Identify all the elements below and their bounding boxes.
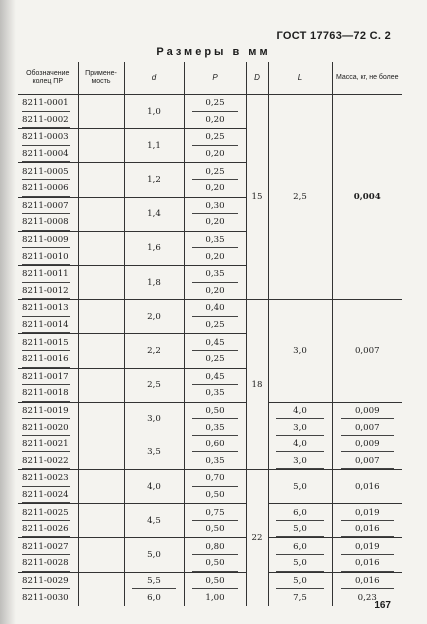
p-cell: 0,25 (184, 351, 246, 368)
L-cell: 5,0 (268, 572, 332, 589)
application-cell (78, 197, 124, 231)
standard-header: ГОСТ 17763—72 С. 2 (276, 30, 391, 42)
mass-cell: 0,016 (332, 470, 402, 504)
designation-cell: 8211-0028 (18, 555, 78, 572)
mass-cell: 0,23 (332, 589, 402, 606)
table-row (18, 402, 402, 419)
p-cell: 0,20 (184, 112, 246, 129)
p-cell: 0,50 (184, 487, 246, 504)
p-cell: 0,20 (184, 180, 246, 197)
d-cell: 5,5 (124, 572, 184, 589)
L-cell: 6,0 (268, 538, 332, 555)
designation-cell: 8211-0030 (22, 592, 69, 603)
d-cell: 2,0 (124, 300, 184, 334)
p-cell: 0,20 (184, 146, 246, 163)
application-cell (78, 538, 124, 572)
designation-cell: 8211-0016 (18, 351, 78, 368)
p-cell: 0,50 (184, 572, 246, 589)
D-cell: 18 (246, 300, 268, 470)
col-L: L (268, 62, 332, 95)
p-cell: 0,35 (184, 452, 246, 469)
p-cell: 0,45 (184, 334, 246, 351)
p-cell: 0,75 (184, 504, 246, 521)
application-cell (78, 504, 124, 538)
designation-cell: 8211-0029 (18, 572, 78, 589)
L-cell: 3,0 (268, 419, 332, 436)
designation-cell: 8211-0013 (18, 300, 78, 317)
designation-cell: 8211-0027 (18, 538, 78, 555)
table-row (18, 572, 402, 589)
designation-cell: 8211-0012 (18, 283, 78, 300)
col-designation: Обозначение колец ПР (18, 62, 78, 95)
table-row (18, 521, 402, 538)
D-cell: 15 (246, 95, 268, 300)
designation-cell: 8211-0020 (18, 419, 78, 436)
d-cell: 5,0 (124, 538, 184, 572)
p-cell: 0,25 (184, 129, 246, 146)
p-cell: 1,00 (184, 589, 246, 606)
table-row (18, 419, 402, 436)
application-cell (78, 163, 124, 197)
designation-cell: 8211-0024 (18, 487, 78, 504)
application-cell (78, 572, 124, 589)
p-cell: 0,25 (184, 317, 246, 334)
table-row (18, 589, 402, 606)
d-cell: 6,0 (124, 589, 184, 606)
table-row (18, 555, 402, 572)
table-row (18, 300, 402, 317)
p-cell: 0,35 (184, 419, 246, 436)
p-cell: 0,35 (184, 231, 246, 248)
designation-cell: 8211-0021 (18, 436, 78, 453)
mass-cell: 0,019 (332, 504, 402, 521)
table-row (18, 436, 402, 453)
scan-edge-shadow (0, 0, 16, 624)
designation-cell: 8211-0015 (18, 334, 78, 351)
mass-cell: 0,004 (332, 95, 402, 300)
designation-cell: 8211-0018 (18, 385, 78, 402)
p-cell: 0,30 (184, 197, 246, 214)
designation-cell: 8211-0022 (18, 452, 78, 469)
designation-cell: 8211-0001 (18, 95, 78, 112)
application-cell (78, 300, 124, 334)
application-cell (78, 470, 124, 504)
application-cell (78, 436, 124, 470)
p-cell: 0,60 (184, 436, 246, 453)
D-cell: 22 (246, 470, 268, 606)
p-cell: 0,70 (184, 470, 246, 487)
designation-cell: 8211-0017 (18, 368, 78, 385)
col-p: P (184, 62, 246, 95)
p-cell: 0,20 (184, 283, 246, 300)
table-row (18, 538, 402, 555)
table-row (18, 504, 402, 521)
application-cell (78, 129, 124, 163)
p-cell: 0,35 (184, 265, 246, 282)
d-cell: 1,6 (124, 231, 184, 265)
table-row (18, 470, 402, 487)
designation-cell: 8211-0014 (18, 317, 78, 334)
designation-cell: 8211-0008 (18, 214, 78, 231)
mass-cell: 0,016 (332, 572, 402, 589)
application-cell (78, 368, 124, 402)
application-cell (78, 402, 124, 436)
designation-cell: 8211-0003 (18, 129, 78, 146)
designation-cell: 8211-0011 (18, 265, 78, 282)
mass-cell: 0,009 (332, 402, 402, 419)
mass-cell: 0,007 (332, 419, 402, 436)
p-cell: 0,25 (184, 163, 246, 180)
designation-cell: 8211-0005 (18, 163, 78, 180)
p-cell: 0,20 (184, 214, 246, 231)
mass-cell: 0,007 (332, 452, 402, 469)
designation-cell: 8211-0010 (18, 248, 78, 265)
col-application: Примене-мость (78, 62, 124, 95)
L-cell: 6,0 (268, 504, 332, 521)
application-cell (78, 95, 124, 129)
application-cell (78, 334, 124, 368)
designation-cell: 8211-0002 (18, 112, 78, 129)
table-row (18, 95, 402, 112)
p-cell: 0,50 (184, 555, 246, 572)
table-header-row (18, 62, 402, 95)
table-row (18, 452, 402, 469)
p-cell: 0,45 (184, 368, 246, 385)
L-cell: 7,5 (268, 589, 332, 606)
d-cell: 1,1 (124, 129, 184, 163)
L-cell: 3,0 (268, 300, 332, 403)
L-cell: 5,0 (268, 470, 332, 504)
L-cell: 3,0 (268, 452, 332, 469)
p-cell: 0,50 (184, 402, 246, 419)
p-cell: 0,80 (184, 538, 246, 555)
d-cell: 4,5 (124, 504, 184, 538)
page-number: 167 (374, 600, 391, 611)
p-cell: 0,25 (184, 95, 246, 112)
p-cell: 0,20 (184, 248, 246, 265)
application-cell (78, 265, 124, 299)
designation-cell: 8211-0009 (18, 231, 78, 248)
designation-cell: 8211-0007 (18, 197, 78, 214)
L-cell: 2,5 (268, 95, 332, 300)
p-cell: 0,50 (184, 521, 246, 538)
col-d: d (124, 62, 184, 95)
designation-cell: 8211-0006 (18, 180, 78, 197)
mass-cell: 0,016 (332, 555, 402, 572)
L-cell: 4,0 (268, 402, 332, 419)
application-cell (78, 589, 124, 606)
d-cell: 3,5 (124, 436, 184, 470)
L-cell: 5,0 (268, 555, 332, 572)
designation-cell: 8211-0023 (18, 470, 78, 487)
d-cell: 4,0 (124, 470, 184, 504)
d-cell: 1,0 (124, 95, 184, 129)
table-caption: Размеры в мм (156, 46, 271, 58)
d-cell: 1,4 (124, 197, 184, 231)
mass-cell: 0,009 (332, 436, 402, 453)
mass-cell: 0,016 (332, 521, 402, 538)
col-D: D (246, 62, 268, 95)
d-cell: 2,2 (124, 334, 184, 368)
designation-cell: 8211-0004 (18, 146, 78, 163)
dimensions-table (18, 62, 402, 606)
L-cell: 5,0 (268, 521, 332, 538)
p-cell: 0,35 (184, 385, 246, 402)
designation-cell: 8211-0026 (18, 521, 78, 538)
d-cell: 3,0 (124, 402, 184, 436)
col-mass: Масса, кг, не более (332, 62, 402, 95)
mass-cell: 0,007 (332, 300, 402, 403)
d-cell: 1,2 (124, 163, 184, 197)
designation-cell: 8211-0019 (18, 402, 78, 419)
L-cell: 4,0 (268, 436, 332, 453)
application-cell (78, 231, 124, 265)
d-cell: 1,8 (124, 265, 184, 299)
mass-cell: 0,019 (332, 538, 402, 555)
designation-cell: 8211-0025 (18, 504, 78, 521)
p-cell: 0,40 (184, 300, 246, 317)
d-cell: 2,5 (124, 368, 184, 402)
